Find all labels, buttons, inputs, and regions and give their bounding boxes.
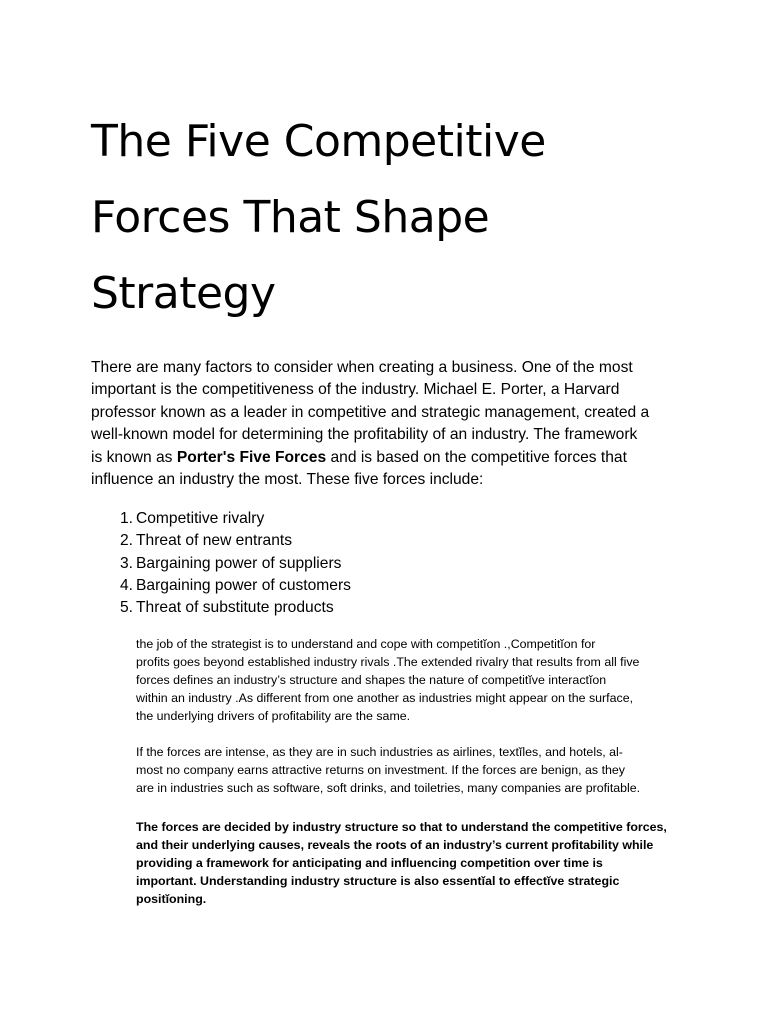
intro-line: important is the competitiveness of the industry. Michael E. Porter, a Harvard <box>91 381 620 399</box>
intro-line: influence an industry the most. These five forces include: <box>91 471 484 489</box>
list-item-label: Bargaining power of customers <box>136 576 351 594</box>
paragraph-line: If the forces are intense, as they are in such industries as airlines, textĭles, and hotels, al- <box>136 745 623 759</box>
paragraph-line: and their underlying causes, reveals the roots of an industry’s current profitability while <box>136 838 654 853</box>
intro-line: well-known model for determining the profitability of an industry. The framework <box>91 426 638 444</box>
intro-line: There are many factors to consider when creating a business. One of the most <box>91 359 633 376</box>
paragraph-line: positĭoning. <box>136 892 207 907</box>
list-number: 4. <box>120 576 134 594</box>
list-number-wrap <box>91 530 136 552</box>
industry-structure-paragraph <box>136 818 696 908</box>
list-number-wrap <box>91 553 136 575</box>
list-item <box>91 508 511 530</box>
paragraph-line: the underlying drivers of profitability are the same. <box>136 709 411 724</box>
title-line: The Five Competitive <box>91 116 546 167</box>
five-forces-list <box>91 508 511 619</box>
list-item <box>91 597 511 619</box>
page-title <box>91 104 691 332</box>
intro-line: professor known as a leader in competitive and strategic management, created a <box>91 403 650 421</box>
title-line: Strategy <box>91 268 276 319</box>
intro-paragraph <box>91 357 691 491</box>
title-line: Forces That Shape <box>91 192 490 243</box>
intro-line <box>91 447 691 469</box>
intro-text: and is based on the competitive forces that <box>326 448 627 466</box>
forces-intensity-paragraph <box>136 743 696 797</box>
paragraph-line: forces defines an industry’s structure and shapes the nature of competitĭve interactĭon <box>136 673 607 688</box>
list-item <box>91 530 511 552</box>
list-item <box>91 575 511 597</box>
list-item-label: Competitive rivalry <box>136 510 265 527</box>
list-item <box>91 553 511 575</box>
list-number-wrap <box>91 508 136 530</box>
paragraph-line: providing a framework for anticipating and influencing competition over time is <box>136 856 603 871</box>
paragraph-line: The forces are decided by industry structure so that to understand the competitive forces, <box>136 820 667 834</box>
paragraph-line: profits goes beyond established industry rivals .The extended rivalry that results from all five <box>136 655 640 670</box>
list-number: 2. <box>120 532 134 550</box>
paragraph-line: important. Understanding industry structure is also essentĭal to effectĭve strategic <box>136 874 620 889</box>
list-item-label: Bargaining power of suppliers <box>136 554 342 572</box>
intro-text: is known as <box>91 448 177 466</box>
paragraph-line: are in industries such as software, soft drinks, and toiletries, many companies are profitable. <box>136 781 641 796</box>
list-item-label: Threat of new entrants <box>136 532 293 550</box>
list-number-wrap <box>91 597 136 619</box>
list-number: 1. <box>120 510 134 527</box>
list-item-label: Threat of substitute products <box>136 599 334 617</box>
paragraph-line: most no company earns attractive returns on investment. If the forces are benign, as they <box>136 763 625 778</box>
porters-five-forces-term: Porter's Five Forces <box>176 448 327 466</box>
list-number-wrap <box>91 575 136 597</box>
paragraph-line: the job of the strategist is to understand and cope with competitĭon .,Competitĭon for <box>136 637 596 651</box>
list-number: 3. <box>120 554 134 572</box>
strategist-paragraph <box>136 635 696 725</box>
list-number: 5. <box>120 599 134 617</box>
paragraph-line: within an industry .As different from one another as industries might appear on the surface, <box>136 691 634 706</box>
